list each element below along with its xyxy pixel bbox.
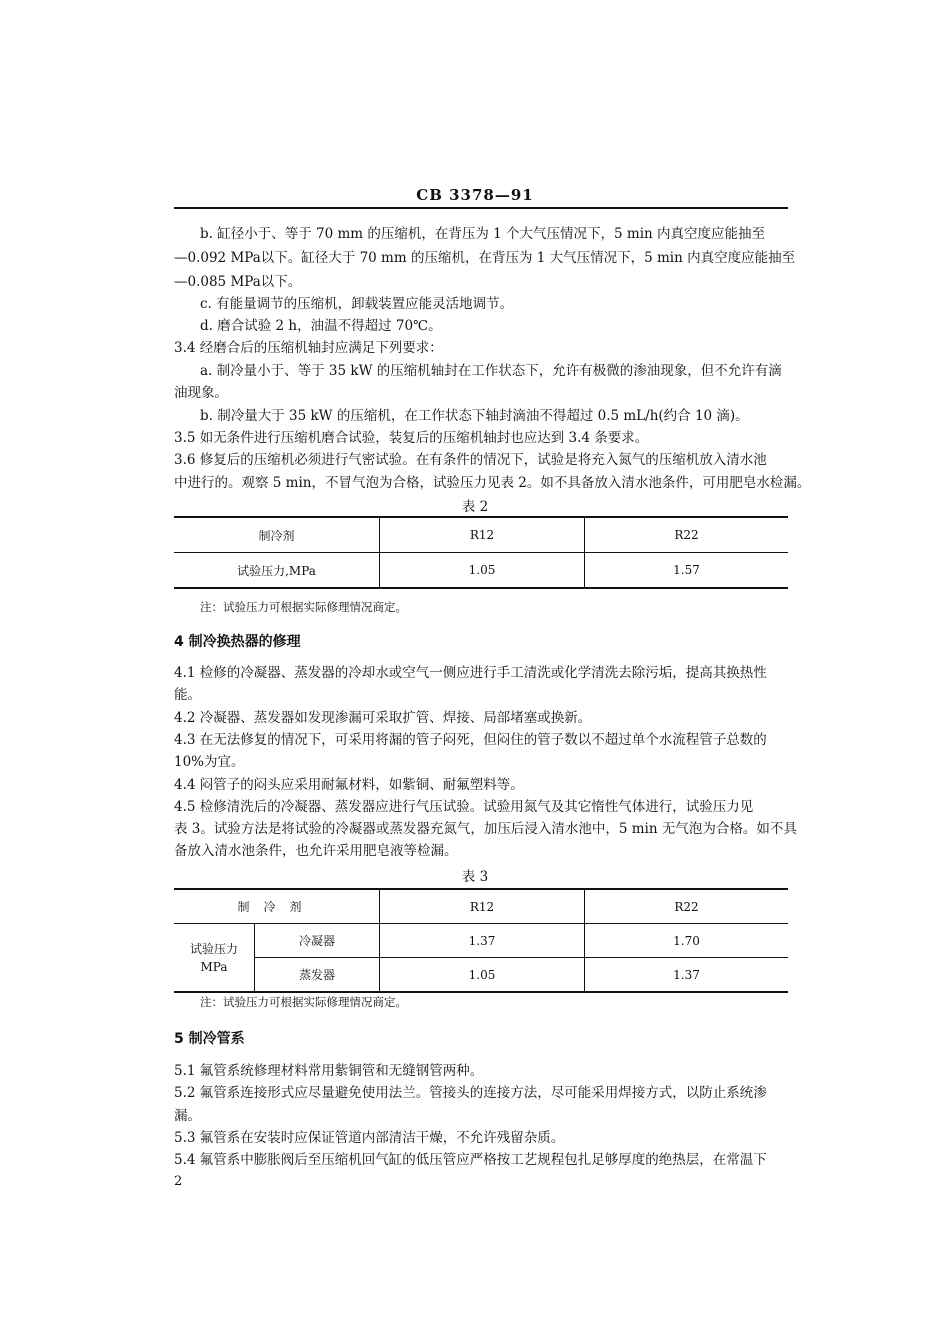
para-line: 5.4 氟管系中膨胀阀后至压缩机回气缸的低压管应严格按工艺规程包扎足够厚度的绝热层，在常温下: [174, 1152, 767, 1168]
para-line: b. 制冷量大于 35 kW 的压缩机，在工作状态下轴封滴油不得超过 0.5 mL/h(约合 10 滴)。: [200, 408, 749, 424]
para-line: 4.2 冷凝器、蒸发器如发现渗漏可采取扩管、焊接、局部堵塞或换新。: [174, 710, 592, 726]
document-code-header: CB 3378—91: [416, 186, 534, 204]
para-line: 5.2 氟管系连接形式应尽量避免使用法兰。管接头的连接方法，尽可能采用焊接方式，以防止系统渗: [174, 1085, 767, 1101]
para-line: 3.6 修复后的压缩机必须进行气密试验。在有条件的情况下，试验是将充入氮气的压缩机放入清水池: [174, 452, 767, 468]
table-cell: 1.37: [380, 924, 585, 958]
para-line: b. 缸径小于、等于 70 mm 的压缩机，在背压为 1 个大气压情况下，5 min 内真空度应能抽至: [200, 226, 766, 242]
table-row: [174, 924, 788, 958]
table-cell: 冷凝器: [255, 924, 380, 958]
table-header-row: [174, 889, 788, 924]
table-cell: R22: [585, 889, 789, 924]
para-line: a. 制冷量小于、等于 35 kW 的压缩机轴封在工作状态下，允许有极微的渗油现象，但不允许有滴: [200, 363, 782, 379]
table2-caption: 表 2: [461, 499, 489, 515]
para-line: 3.4 经磨合后的压缩机轴封应满足下列要求：: [174, 340, 443, 356]
table-cell: 试验压力,MPa: [237, 563, 316, 578]
table-cell: R22: [585, 517, 789, 553]
table3-note: 注：试验压力可根据实际修理情况商定。: [200, 995, 407, 1009]
table-cell: 制冷剂: [174, 889, 380, 924]
section-4-title: 4 制冷换热器的修理: [174, 634, 301, 650]
table-cell: 蒸发器: [255, 958, 380, 993]
para-line: 5.3 氟管系在安装时应保证管道内部清洁干燥，不允许残留杂质。: [174, 1130, 565, 1146]
table-cell: 1.70: [585, 924, 789, 958]
para-line: 3.5 如无条件进行压缩机磨合试验，装复后的压缩机轴封也应达到 3.4 条要求。: [174, 430, 649, 446]
para-line: 能。: [174, 687, 201, 703]
section-5-title: 5 制冷管系: [174, 1031, 245, 1047]
para-line: 漏。: [174, 1108, 201, 1124]
table3-caption: 表 3: [461, 869, 489, 885]
table2-note: 注：试验压力可根据实际修理情况商定。: [200, 600, 407, 614]
table-row: [174, 553, 788, 589]
para-line: 4.4 闷管子的闷头应采用耐氟材料，如紫铜、耐氟塑料等。: [174, 777, 524, 793]
table-row: [174, 958, 788, 993]
table-cell: 1.37: [585, 958, 789, 993]
table-cell: 1.57: [585, 553, 789, 589]
para-line: 5.1 氟管系统修理材料常用紫铜管和无缝钢管两种。: [174, 1063, 484, 1079]
table-cell: R12: [380, 517, 585, 553]
page-number: 2: [174, 1174, 183, 1189]
para-line: 表 3。试验方法是将试验的冷凝器或蒸发器充氮气，加压后浸入清水池中，5 min 无气泡为合格。如不具: [174, 821, 797, 837]
para-line: 油现象。: [174, 385, 228, 401]
table-cell: 1.05: [380, 553, 585, 589]
para-line: —0.085 MPa以下。: [174, 274, 302, 290]
para-line: c. 有能量调节的压缩机，卸载装置应能灵活地调节。: [200, 296, 514, 312]
table-2: [174, 516, 788, 589]
table-cell: R12: [380, 889, 585, 924]
table-cell: 制冷剂: [174, 517, 380, 553]
row-label-text: 试验压力: [189, 941, 238, 956]
para-line: 4.5 检修清洗后的冷凝器、蒸发器应进行气压试验。试验用氮气及其它惰性气体进行，试验压力见: [174, 799, 754, 815]
row-label-unit: MPa: [200, 959, 228, 974]
para-line: 中进行的。观察 5 min，不冒气泡为合格，试验压力见表 2。如不具备放入清水池条件，可用肥皂水检漏。: [174, 475, 811, 491]
header-rule: [174, 207, 788, 209]
row-label-cell: [174, 924, 255, 993]
table-header-row: [174, 517, 788, 553]
table-3: [174, 888, 788, 993]
para-line: 备放入清水池条件，也允许采用肥皂液等检漏。: [174, 843, 458, 859]
table-cell: 1.05: [380, 958, 585, 993]
para-line: 4.3 在无法修复的情况下，可采用将漏的管子闷死，但闷住的管子数以不超过单个水流程管子总数的: [174, 732, 767, 748]
para-line: d. 磨合试验 2 h，油温不得超过 70℃。: [200, 318, 442, 334]
para-line: 4.1 检修的冷凝器、蒸发器的冷却水或空气一侧应进行手工清洗或化学清洗去除污垢，提高其换热性: [174, 665, 767, 681]
para-line: 10%为宜。: [174, 754, 245, 770]
para-line: —0.092 MPa以下。缸径大于 70 mm 的压缩机，在背压为 1 大气压情况下，5 min 内真空度应能抽至: [174, 250, 796, 266]
